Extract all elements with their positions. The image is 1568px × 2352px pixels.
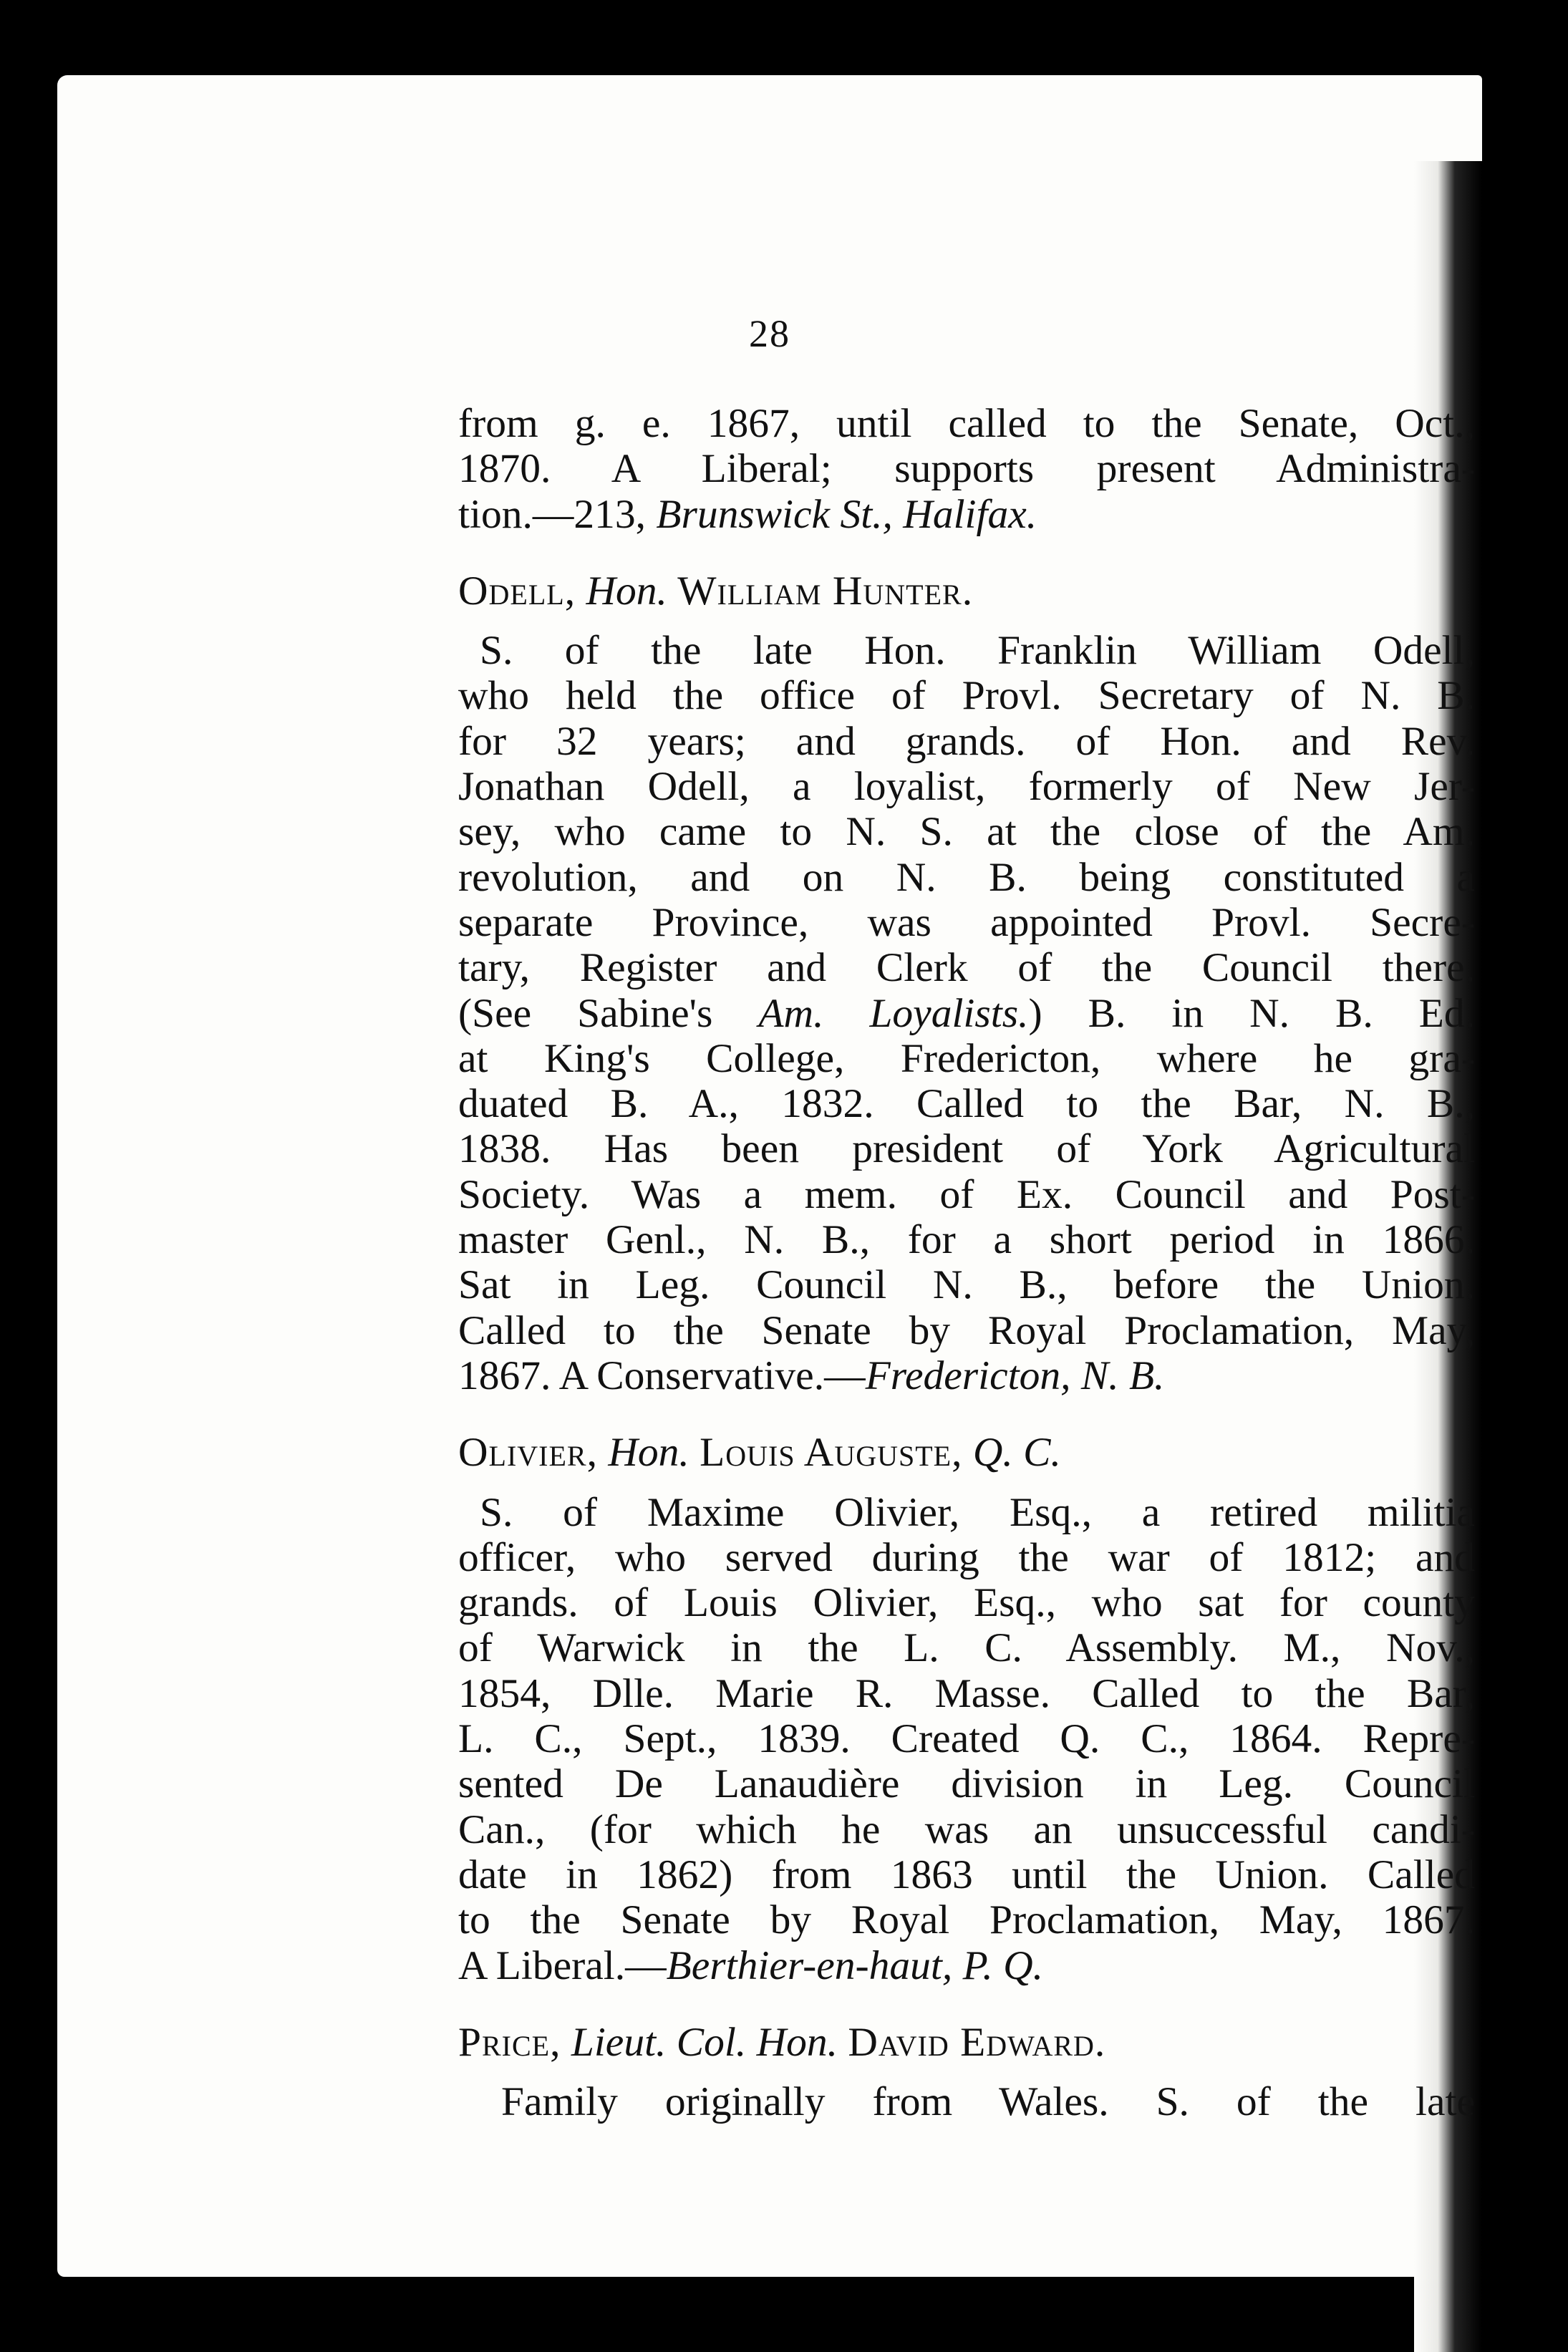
title-suffix: Q. C. xyxy=(972,1430,1061,1476)
entry-heading xyxy=(458,2020,1475,2065)
honorific: Hon. xyxy=(608,1430,689,1476)
entry-heading xyxy=(458,568,1475,614)
text-line: date in 1862) from 1863 until the Union. Called xyxy=(458,1852,1475,1897)
text-line: duated B. A., 1832. Called to the Bar, N. B., xyxy=(458,1081,1475,1127)
text-line: at King's College, Fredericton, where he gra- xyxy=(458,1035,1475,1081)
entry-heading xyxy=(458,1430,1475,1475)
text-line: S. of Maxime Olivier, Esq., a retired militia xyxy=(480,1489,1475,1535)
text-line: Sat in Leg. Council N. B., before the Union. xyxy=(458,1262,1475,1308)
text-line: tary, Register and Clerk of the Council there. xyxy=(458,945,1475,991)
given-names: David Edward. xyxy=(848,2019,1106,2065)
address: Berthier-en-haut, P. Q. xyxy=(666,1942,1043,1988)
text-line: Family originally from Wales. S. of the late xyxy=(501,2079,1475,2125)
entry-body xyxy=(458,628,1475,1398)
address: Fredericton, N. B. xyxy=(865,1352,1165,1398)
given-names: William Hunter. xyxy=(677,568,974,614)
continuation-paragraph xyxy=(458,401,1475,537)
entry-body xyxy=(458,1490,1475,1988)
text-line: grands. of Louis Olivier, Esq., who sat for county xyxy=(458,1580,1475,1626)
text-line: S. of the late Hon. Franklin William Odell, xyxy=(480,628,1475,674)
text-line xyxy=(458,492,1475,537)
text-line: Can., (for which he was an unsuccessful candi- xyxy=(458,1806,1475,1852)
honorific: Hon. xyxy=(586,568,667,614)
text-line: officer, who served during the war of 1812; and xyxy=(458,1534,1475,1580)
entry-odell xyxy=(458,568,1475,1398)
surname: Olivier, xyxy=(458,1430,598,1476)
text-line: Called to the Senate by Royal Proclamation, May, xyxy=(458,1307,1475,1353)
text-line: from g. e. 1867, until called to the Senate, Oct., xyxy=(458,401,1475,446)
text-line: who held the office of Provl. Secretary of N. B. xyxy=(458,673,1475,719)
text-line: 1870. A Liberal; supports present Administra- xyxy=(458,446,1475,492)
text-line xyxy=(458,1353,1475,1398)
text-fragment: ) B. in N. B. Ed. xyxy=(1028,990,1476,1036)
text-line xyxy=(458,1943,1475,1988)
entry-olivier xyxy=(458,1430,1475,1988)
rank-honorific: Lieut. Col. Hon. xyxy=(571,2019,838,2065)
text-line: master Genl., N. B., for a short period in 1866. xyxy=(458,1217,1475,1263)
text-line: Jonathan Odell, a loyalist, formerly of New Jer- xyxy=(458,764,1475,810)
text-line: sey, who came to N. S. at the close of the Am. xyxy=(458,809,1475,855)
text-line: to the Senate by Royal Proclamation, May, 1867. xyxy=(458,1897,1475,1943)
text-line: revolution, and on N. B. being constituted a xyxy=(458,854,1475,900)
text-fragment: (See Sabine's xyxy=(458,990,759,1036)
text-line: of Warwick in the L. C. Assembly. M., Nov., xyxy=(458,1625,1475,1671)
text-line: for 32 years; and grands. of Hon. and Rev. xyxy=(458,718,1475,764)
text-line: L. C., Sept., 1839. Created Q. C., 1864. Repre- xyxy=(458,1716,1475,1762)
text-line: Society. Was a mem. of Ex. Council and Post- xyxy=(458,1171,1475,1217)
book-page xyxy=(57,75,1482,2277)
text-fragment: 1867. A Conservative.— xyxy=(458,1352,866,1398)
text-line: 1854, Dlle. Marie R. Masse. Called to the Bar, xyxy=(458,1670,1475,1716)
entry-price xyxy=(458,2020,1475,2125)
address: Brunswick St., Halifax. xyxy=(656,491,1037,537)
book-title: Am. Loyalists. xyxy=(758,990,1029,1036)
entry-body xyxy=(458,2079,1475,2124)
text-line: separate Province, was appointed Provl. Secre- xyxy=(458,899,1475,945)
text-line: 1838. Has been president of York Agricultural xyxy=(458,1126,1475,1172)
page-body xyxy=(458,401,1475,2124)
text-line: sented De Lanaudière division in Leg. Council xyxy=(458,1761,1475,1807)
surname: Price, xyxy=(458,2019,561,2065)
surname: Odell, xyxy=(458,568,576,614)
given-names: Louis Auguste, xyxy=(700,1430,963,1476)
text-fragment: tion.—213, xyxy=(458,491,657,537)
text-fragment: A Liberal.— xyxy=(458,1942,667,1988)
page-number: 28 xyxy=(749,312,790,355)
text-line xyxy=(458,991,1475,1036)
